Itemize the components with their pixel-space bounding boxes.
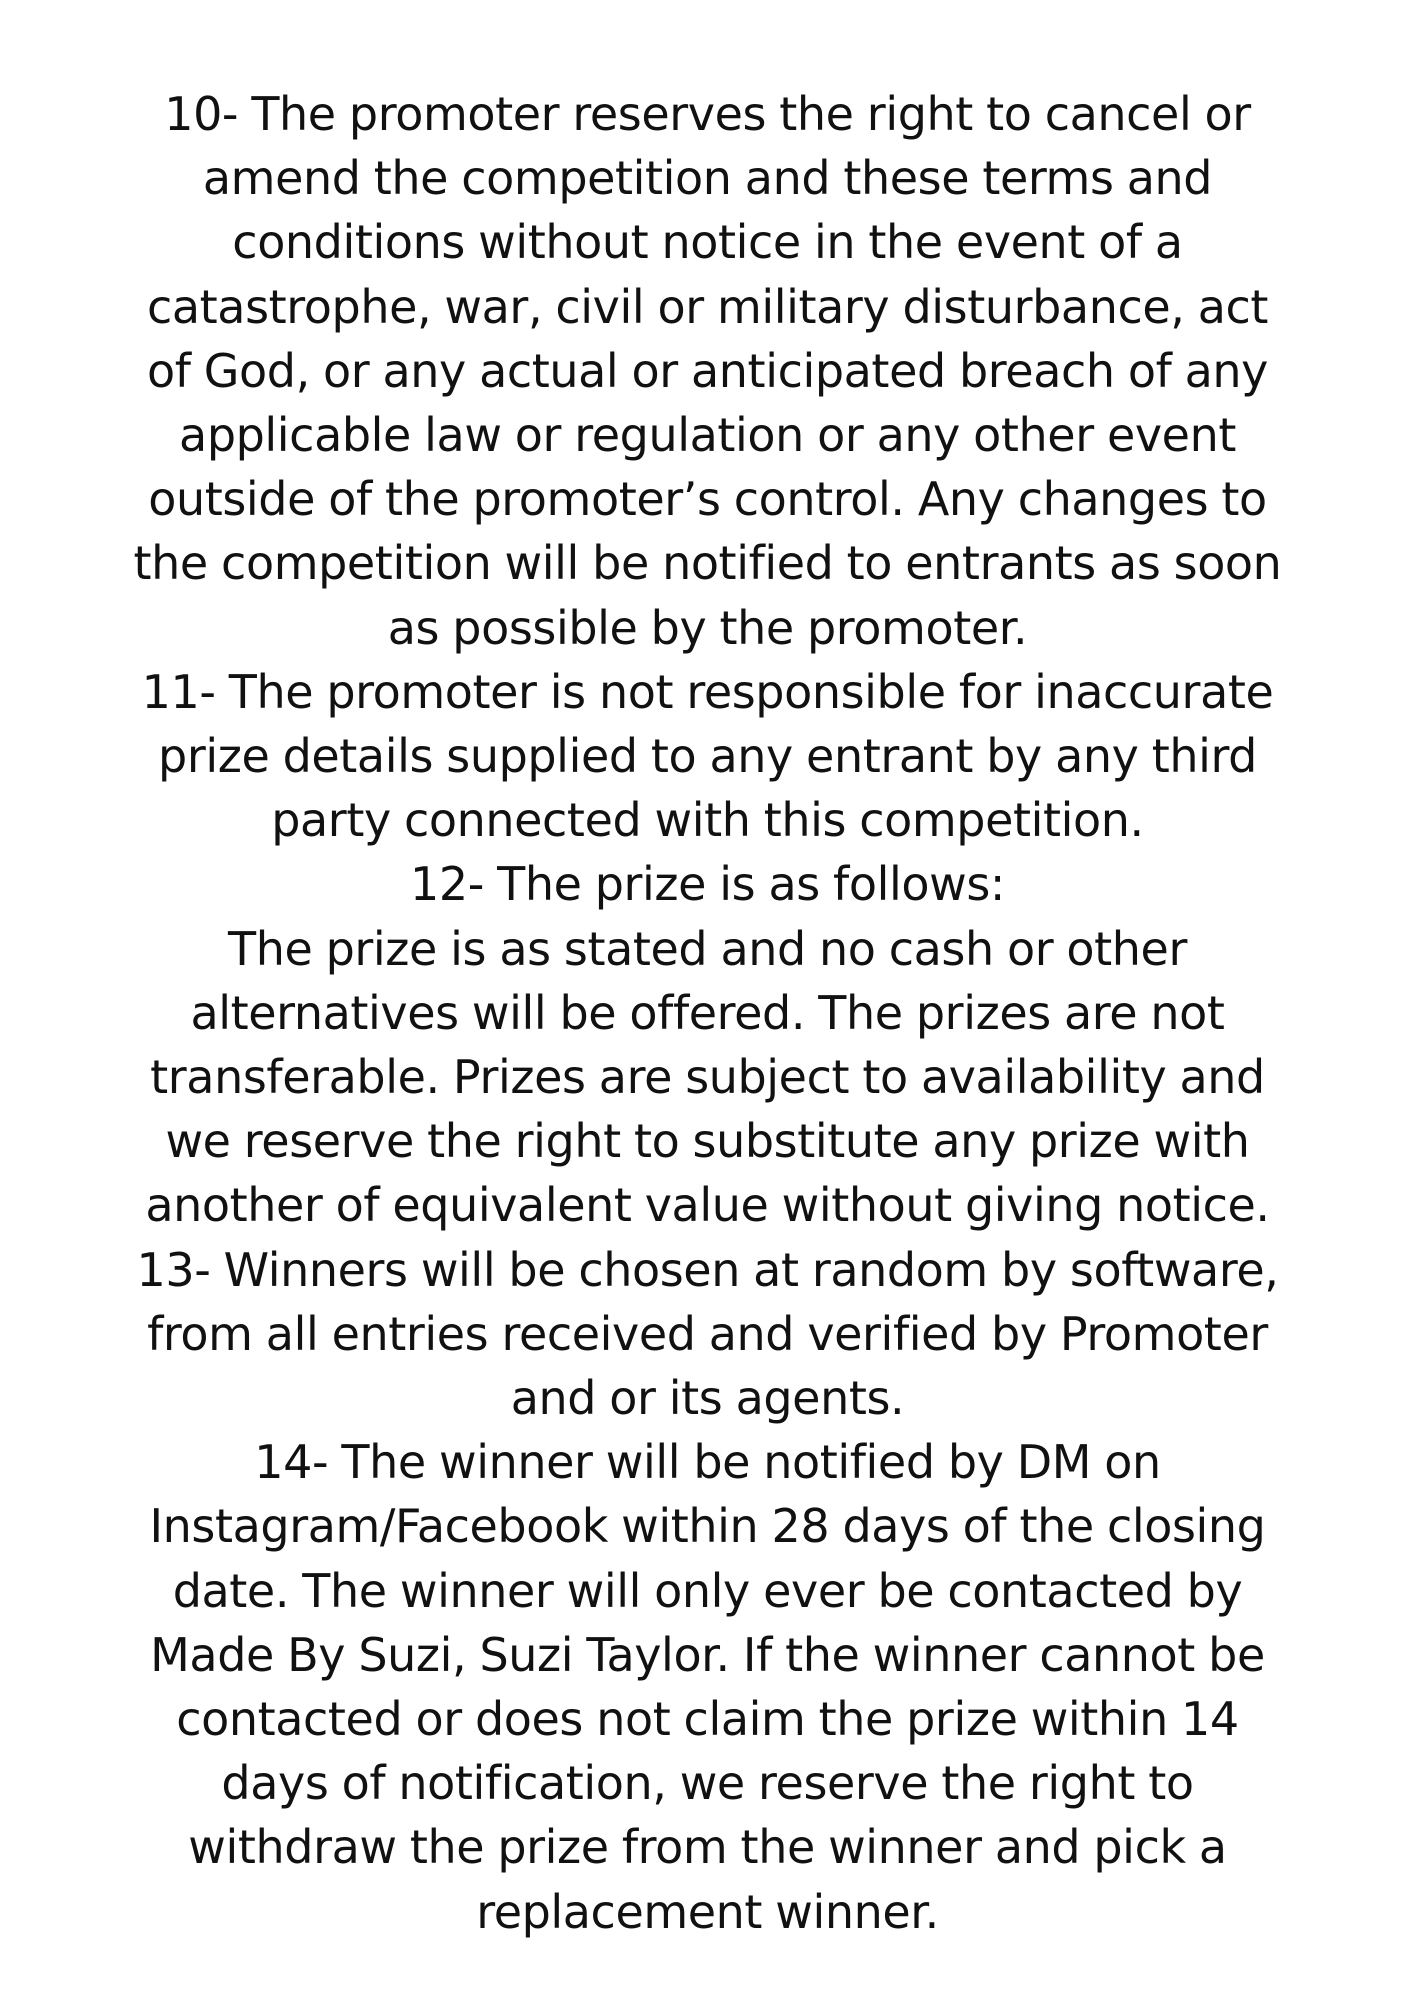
- terms-line: alternatives will be offered. The prizes are not: [190, 985, 1225, 1040]
- terms-line: another of equivalent value without giving notice.: [145, 1178, 1270, 1233]
- terms-line: applicable law or regulation or any other event: [179, 408, 1236, 463]
- terms-line: outside of the promoter’s control. Any changes to: [148, 472, 1267, 527]
- terms-line: transferable. Prizes are subject to availability and: [150, 1050, 1265, 1105]
- terms-line: party connected with this competition.: [271, 793, 1144, 848]
- terms-line: withdraw the prize from the winner and pick a: [188, 1820, 1227, 1875]
- terms-line: 10- The promoter reserves the right to cancel or: [164, 87, 1251, 141]
- terms-line: contacted or does not claim the prize within 14: [176, 1692, 1239, 1747]
- terms-line: 13- Winners will be chosen at random by software,: [136, 1242, 1279, 1297]
- terms-line: from all entries received and verified by Promoter: [147, 1306, 1268, 1361]
- terms-document: [0, 82, 1415, 1944]
- terms-line: days of notification, we reserve the right to: [221, 1756, 1194, 1811]
- terms-line: 11- The promoter is not responsible for inaccurate: [141, 664, 1274, 719]
- terms-line: we reserve the right to substitute any prize with: [165, 1114, 1250, 1169]
- terms-line: Instagram/Facebook within 28 days of the closing: [149, 1499, 1266, 1554]
- terms-line: conditions without notice in the event of a: [232, 215, 1183, 270]
- terms-line: The prize is as stated and no cash or other: [228, 921, 1187, 976]
- terms-line: the competition will be notified to entrants as soon: [133, 536, 1282, 591]
- terms-line: 14- The winner will be notified by DM on: [254, 1435, 1161, 1490]
- terms-line: 12- The prize is as follows:: [410, 857, 1005, 912]
- terms-line: amend the competition and these terms and: [202, 151, 1213, 206]
- terms-line: of God, or any actual or anticipated breach of any: [147, 343, 1268, 398]
- terms-line: catastrophe, war, civil or military disturbance, act: [146, 279, 1269, 334]
- terms-line: Made By Suzi, Suzi Taylor. If the winner cannot be: [150, 1627, 1265, 1682]
- terms-line: replacement winner.: [476, 1884, 939, 1939]
- terms-line: date. The winner will only ever be contacted by: [172, 1563, 1243, 1618]
- terms-line: and or its agents.: [510, 1371, 905, 1426]
- terms-line: prize details supplied to any entrant by any third: [158, 729, 1257, 784]
- terms-line: as possible by the promoter.: [387, 600, 1028, 655]
